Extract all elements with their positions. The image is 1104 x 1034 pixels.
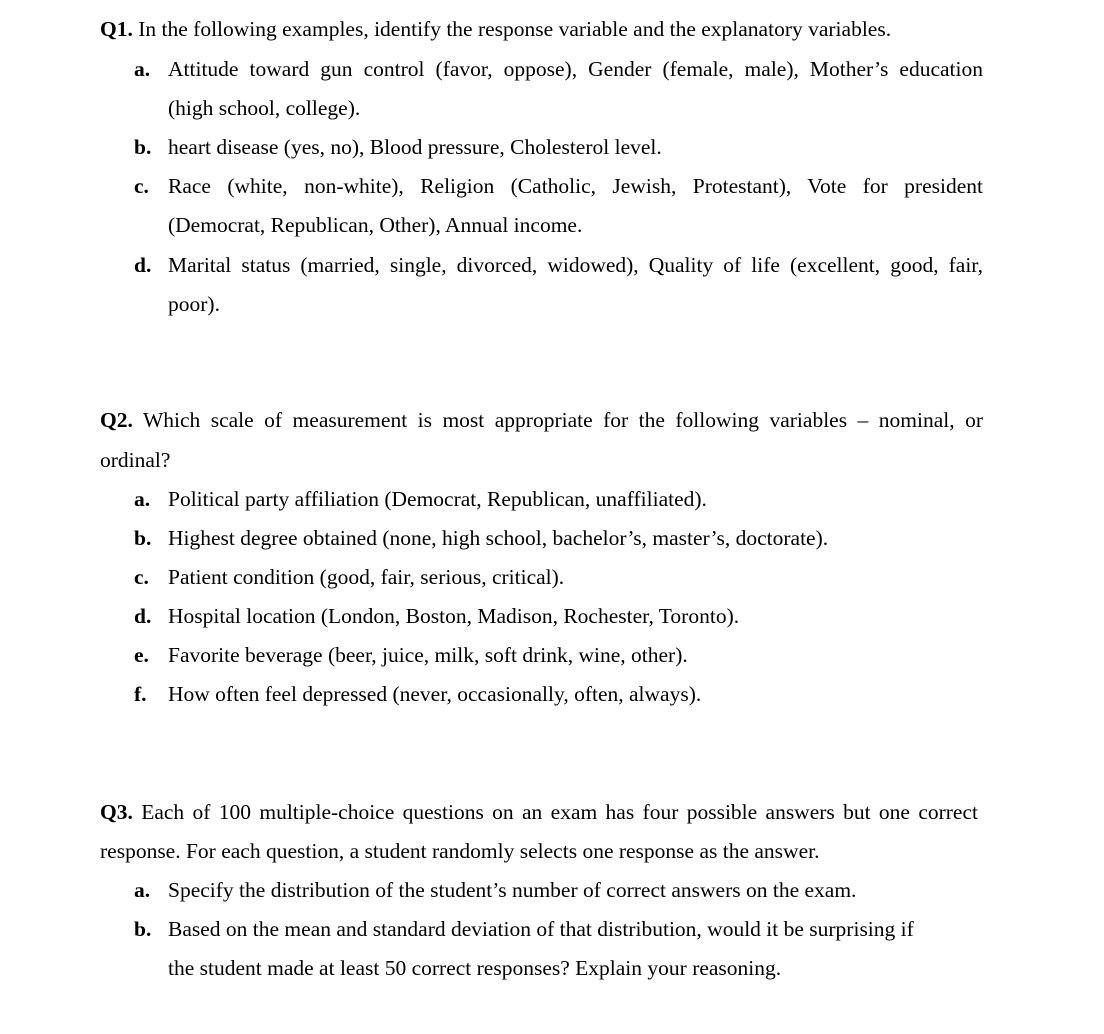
q1-item-a-line2: (high school, college). <box>168 96 361 120</box>
q2-item-c-letter: c. <box>134 565 149 589</box>
q1-item-c-line2: (Democrat, Republican, Other), Annual income. <box>168 213 583 237</box>
q2-item-d-letter: d. <box>134 604 152 628</box>
q2-number: Q2. <box>100 408 133 432</box>
q2-item-a-text: Political party affiliation (Democrat, Republican, unaffiliated). <box>168 487 707 511</box>
q2-prompt-line2: ordinal? <box>100 448 171 472</box>
q3-item-b-line2: the student made at least 50 correct responses? Explain your reasoning. <box>168 956 782 980</box>
q3-item-a-line1: Specify the distribution of the student’s number of correct answers on the exam. <box>168 878 857 902</box>
q1-item-b-letter: b. <box>134 135 152 159</box>
q1-item-b-line1: heart disease (yes, no), Blood pressure, Cholesterol level. <box>168 135 662 159</box>
q1-item-c-line1: Race (white, non-white), Religion (Catholic, Jewish, Protestant), Vote for president <box>168 174 983 198</box>
q2-item-e-text: Favorite beverage (beer, juice, milk, soft drink, wine, other). <box>168 643 688 667</box>
q2-item-f-text: How often feel depressed (never, occasionally, often, always). <box>168 682 702 706</box>
q2-item-a-letter: a. <box>134 487 151 511</box>
q3-number: Q3. <box>100 800 133 824</box>
q2-prompt-line1: Which scale of measurement is most appropriate for the following variables – nominal, or <box>132 408 983 432</box>
q3-item-a-letter: a. <box>134 878 151 902</box>
q2-item-e-letter: e. <box>134 643 149 667</box>
q2-item-f-letter: f. <box>134 682 147 706</box>
q1-heading <box>100 15 891 43</box>
q1-number: Q1. <box>100 17 133 41</box>
q2-item-c-text: Patient condition (good, fair, serious, critical). <box>168 565 565 589</box>
q1-item-d-line2: poor). <box>168 292 220 316</box>
q2-item-b-letter: b. <box>134 526 152 550</box>
q2-item-d-text: Hospital location (London, Boston, Madison, Rochester, Toronto). <box>168 604 740 628</box>
q1-item-a-line1: Attitude toward gun control (favor, oppose), Gender (female, male), Mother’s education <box>168 57 983 81</box>
q1-prompt: In the following examples, identify the response variable and the explanatory variables. <box>132 17 892 41</box>
q3-prompt-line1: Each of 100 multiple-choice questions on an exam has four possible answers but one correct <box>132 800 978 824</box>
q3-item-b-letter: b. <box>134 917 152 941</box>
q1-item-c-letter: c. <box>134 174 149 198</box>
q1-item-a-letter: a. <box>134 57 151 81</box>
q1-item-d-letter: d. <box>134 253 152 277</box>
q3-heading <box>100 798 978 826</box>
q3-prompt-line2: response. For each question, a student randomly selects one response as the answer. <box>100 839 820 863</box>
q1-item-d-line1: Marital status (married, single, divorced, widowed), Quality of life (excellent, good, fair, <box>168 253 983 277</box>
q3-item-b-line1: Based on the mean and standard deviation of that distribution, would it be surprising if <box>168 917 914 941</box>
q2-item-b-text: Highest degree obtained (none, high school, bachelor’s, master’s, doctorate). <box>168 526 829 550</box>
q2-heading <box>100 406 983 434</box>
